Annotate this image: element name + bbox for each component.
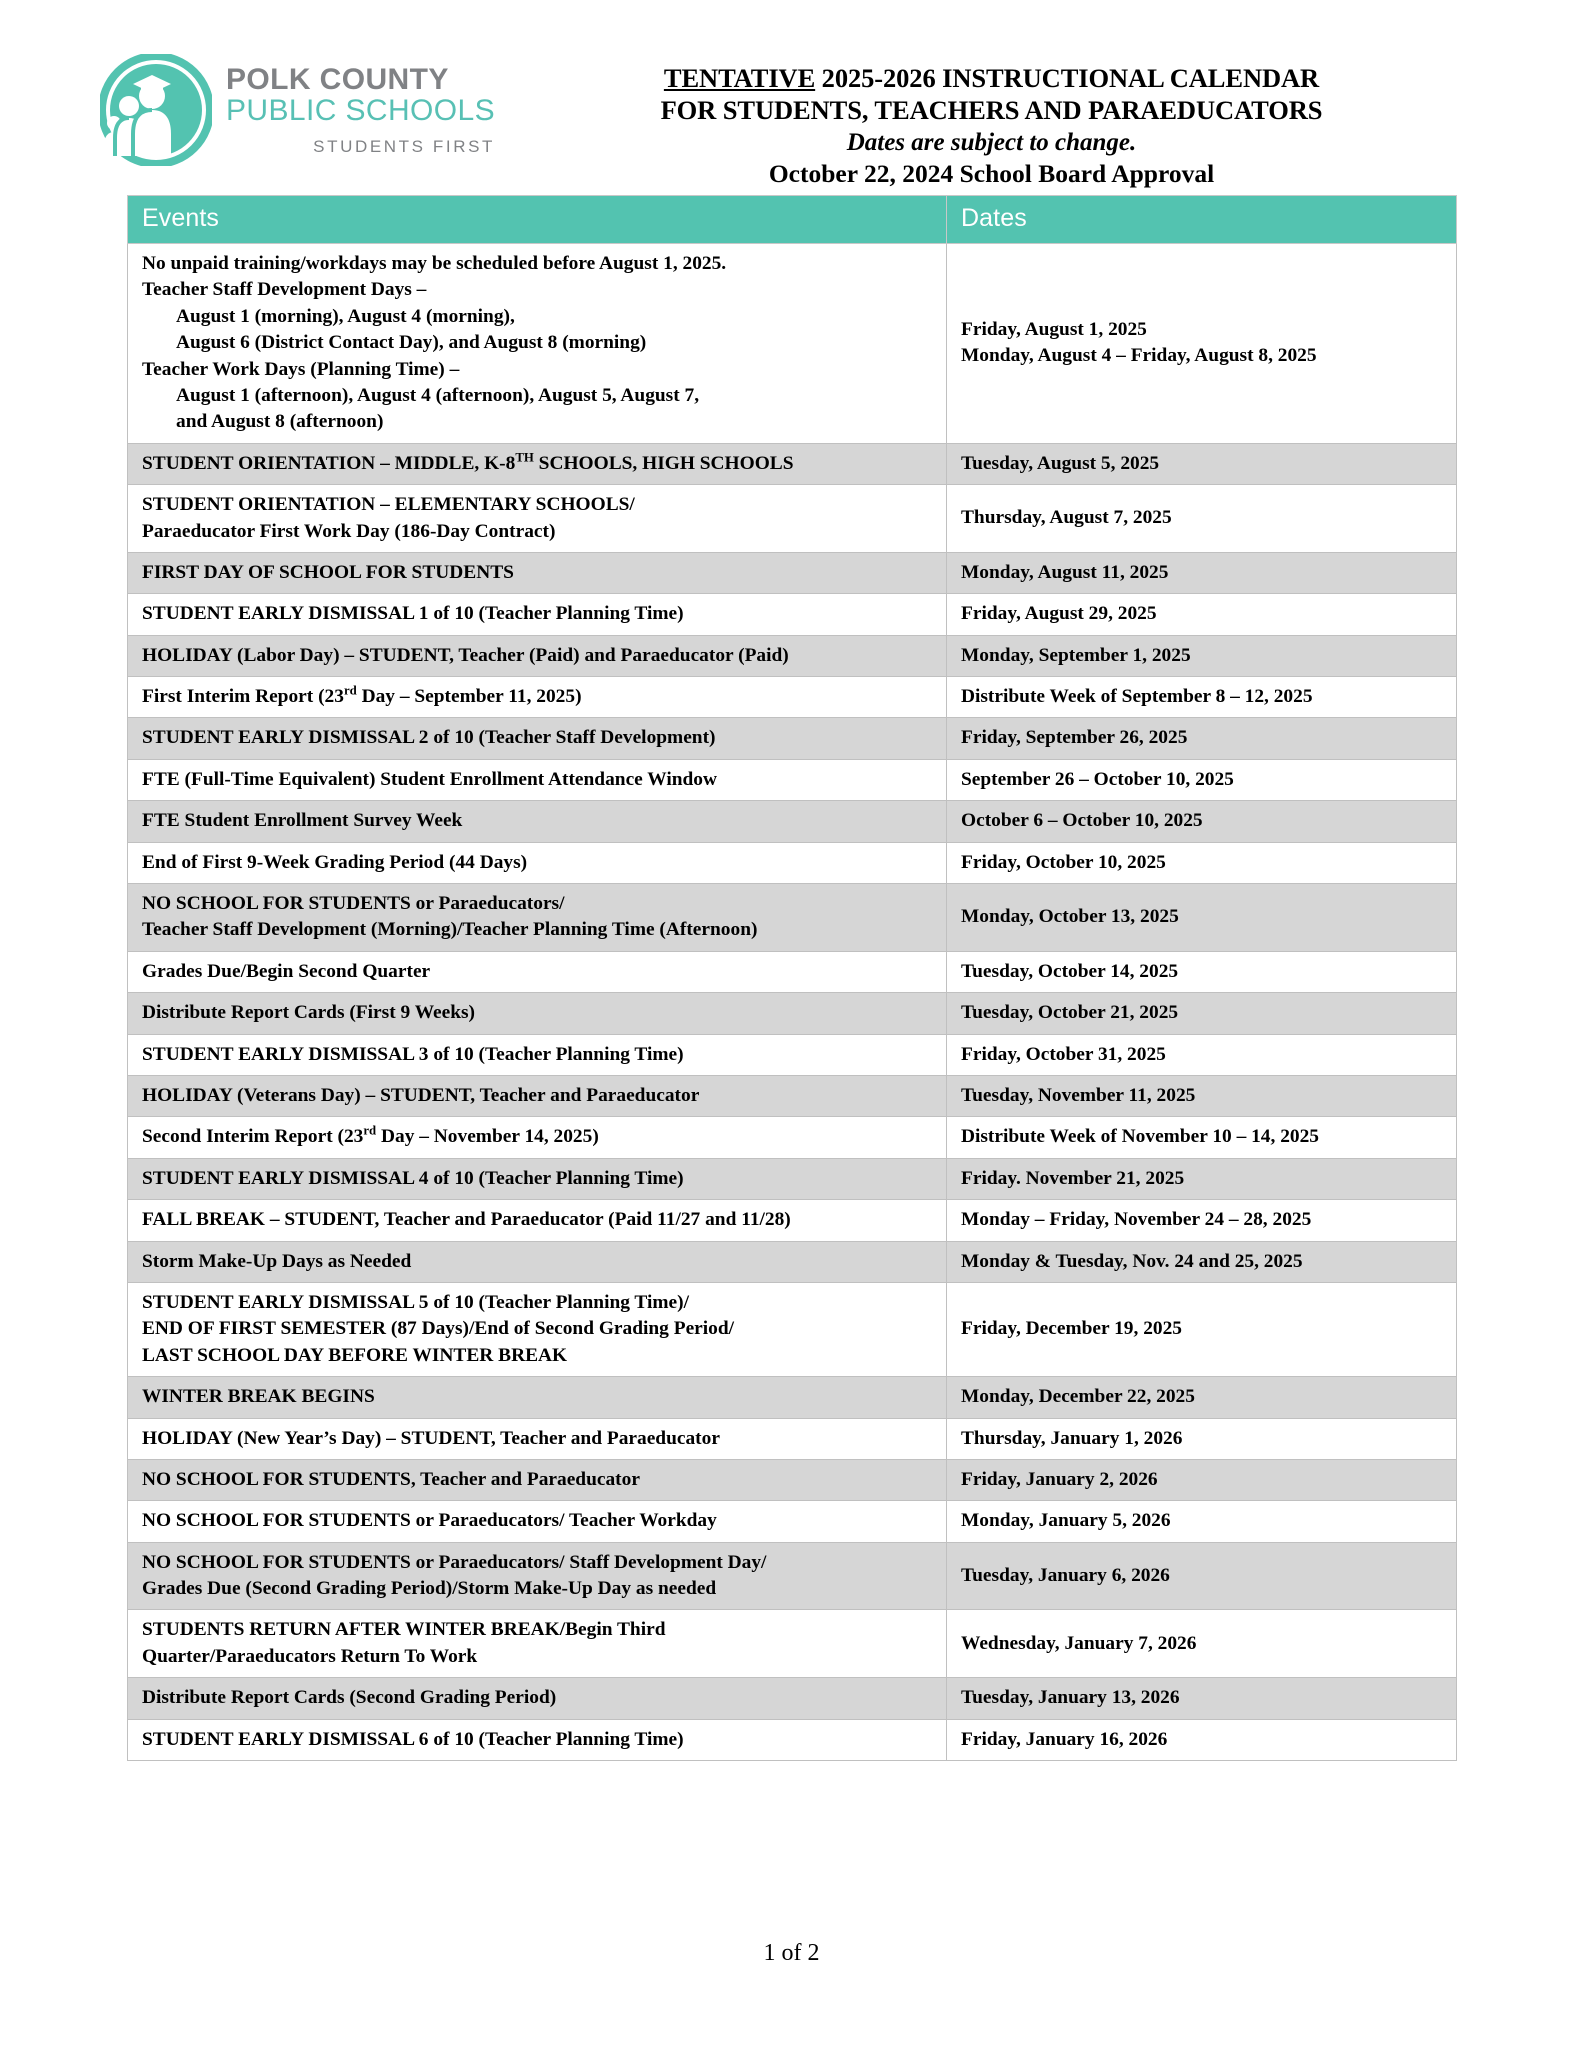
event-text-line: End of First 9-Week Grading Period (44 Days) bbox=[142, 851, 528, 873]
event-text-line: Grades Due/Begin Second Quarter bbox=[142, 960, 431, 982]
event-text-line: FTE (Full-Time Equivalent) Student Enrollment Attendance Window bbox=[142, 768, 717, 790]
date-text-line: Monday, January 5, 2026 bbox=[961, 1510, 1171, 1532]
table-row bbox=[128, 485, 1457, 553]
event-text-line: Grades Due (Second Grading Period)/Storm Make-Up Day as needed bbox=[142, 1578, 717, 1600]
table-row bbox=[128, 951, 1457, 992]
event-text-line: NO SCHOOL FOR STUDENTS or Paraeducators/ bbox=[142, 893, 565, 915]
document-header bbox=[0, 0, 1583, 195]
cell-date bbox=[947, 1200, 1457, 1241]
title-tentative-underlined: TENTATIVE bbox=[663, 63, 816, 93]
date-text-line: Distribute Week of November 10 – 14, 2025 bbox=[961, 1126, 1319, 1148]
cell-date bbox=[947, 1678, 1457, 1719]
cell-event bbox=[128, 1678, 947, 1719]
table-row bbox=[128, 1034, 1457, 1075]
date-text-line: Tuesday, August 5, 2025 bbox=[961, 452, 1160, 474]
cell-event bbox=[128, 1075, 947, 1116]
cell-date bbox=[947, 993, 1457, 1034]
cell-event bbox=[128, 993, 947, 1034]
date-text-line: Friday. November 21, 2025 bbox=[961, 1167, 1185, 1189]
cell-event bbox=[128, 1241, 947, 1282]
event-text-line: STUDENTS RETURN AFTER WINTER BREAK/Begin Third bbox=[142, 1619, 666, 1641]
table-row bbox=[128, 635, 1457, 676]
cell-date bbox=[947, 1610, 1457, 1678]
date-text-line: Friday, October 31, 2025 bbox=[961, 1043, 1166, 1065]
date-text-line: Distribute Week of September 8 – 12, 2025 bbox=[961, 686, 1313, 708]
table-row bbox=[128, 1377, 1457, 1418]
cell-event bbox=[128, 1158, 947, 1199]
table-row bbox=[128, 594, 1457, 635]
event-text-line: No unpaid training/workdays may be scheduled before August 1, 2025. bbox=[142, 253, 727, 274]
cell-date bbox=[947, 1501, 1457, 1542]
cell-event: First Interim Report (23rd Day – September 11, 2025) bbox=[128, 677, 947, 718]
date-text-line: Wednesday, January 7, 2026 bbox=[961, 1632, 1197, 1654]
table-row bbox=[128, 244, 1457, 444]
event-text-line: STUDENT EARLY DISMISSAL 1 of 10 (Teacher Planning Time) bbox=[142, 603, 684, 625]
page-number: 1 of 2 bbox=[763, 1940, 820, 1966]
date-text-line: Tuesday, November 11, 2025 bbox=[961, 1084, 1196, 1106]
table-row bbox=[128, 842, 1457, 883]
date-text-line: Friday, January 2, 2026 bbox=[961, 1468, 1158, 1490]
date-text-line: Monday – Friday, November 24 – 28, 2025 bbox=[961, 1209, 1312, 1231]
cell-event bbox=[128, 1034, 947, 1075]
event-text-line: HOLIDAY (Labor Day) – STUDENT, Teacher (Paid) and Paraeducator (Paid) bbox=[142, 644, 789, 666]
event-text-line: WINTER BREAK BEGINS bbox=[142, 1386, 375, 1408]
cell-date bbox=[947, 1158, 1457, 1199]
event-text-line: STUDENT EARLY DISMISSAL 3 of 10 (Teacher Planning Time) bbox=[142, 1043, 684, 1065]
table-row bbox=[128, 443, 1457, 484]
page-title-line-3: Dates are subject to change. bbox=[846, 128, 1137, 156]
event-text-line: and August 8 (afternoon) bbox=[176, 411, 384, 433]
cell-date bbox=[947, 485, 1457, 553]
date-text-line: Monday, December 22, 2025 bbox=[961, 1386, 1195, 1408]
table-row bbox=[128, 1678, 1457, 1719]
cell-event bbox=[128, 1501, 947, 1542]
table-row bbox=[128, 1459, 1457, 1500]
event-text-line: STUDENT EARLY DISMISSAL 2 of 10 (Teacher Staff Development) bbox=[142, 727, 716, 749]
table-row bbox=[128, 759, 1457, 800]
cell-date bbox=[947, 244, 1457, 444]
event-text-line: END OF FIRST SEMESTER (87 Days)/End of Second Grading Period/ bbox=[142, 1318, 735, 1340]
document-title-block bbox=[510, 48, 1483, 190]
cell-date bbox=[947, 635, 1457, 676]
table-row bbox=[128, 552, 1457, 593]
cell-event: Second Interim Report (23rd Day – November 14, 2025) bbox=[128, 1117, 947, 1158]
cell-event bbox=[128, 759, 947, 800]
table-row bbox=[128, 884, 1457, 952]
date-text-line: Friday, December 19, 2025 bbox=[961, 1318, 1182, 1340]
event-text-line: Quarter/Paraeducators Return To Work bbox=[142, 1645, 478, 1667]
cell-date bbox=[947, 1241, 1457, 1282]
date-text-line: Friday, January 16, 2026 bbox=[961, 1728, 1168, 1750]
cell-event bbox=[128, 552, 947, 593]
cell-event bbox=[128, 718, 947, 759]
cell-event bbox=[128, 801, 947, 842]
cell-date bbox=[947, 1542, 1457, 1610]
date-text-line: Tuesday, October 21, 2025 bbox=[961, 1002, 1179, 1024]
table-row bbox=[128, 1117, 1457, 1158]
page-title-line-2: FOR STUDENTS, TEACHERS AND PARAEDUCATORS bbox=[660, 95, 1323, 126]
logo-line-2: PUBLIC SCHOOLS bbox=[226, 94, 496, 127]
date-text-line: Thursday, January 1, 2026 bbox=[961, 1427, 1183, 1449]
cell-date bbox=[947, 884, 1457, 952]
table-row bbox=[128, 1200, 1457, 1241]
column-header-dates: Dates bbox=[947, 196, 1457, 244]
table-row bbox=[128, 1719, 1457, 1760]
table-row bbox=[128, 1501, 1457, 1542]
cell-date bbox=[947, 801, 1457, 842]
cell-date bbox=[947, 1075, 1457, 1116]
table-row bbox=[128, 1282, 1457, 1376]
table-row bbox=[128, 1418, 1457, 1459]
event-text-line: LAST SCHOOL DAY BEFORE WINTER BREAK bbox=[142, 1344, 568, 1366]
date-text-line: Friday, October 10, 2025 bbox=[961, 851, 1166, 873]
event-text-line: Paraeducator First Work Day (186-Day Contract) bbox=[142, 520, 556, 542]
cell-date bbox=[947, 1377, 1457, 1418]
table-body bbox=[128, 244, 1457, 1761]
cell-date bbox=[947, 1034, 1457, 1075]
table-row bbox=[128, 993, 1457, 1034]
date-text-line: Tuesday, January 6, 2026 bbox=[961, 1564, 1170, 1586]
event-text-line: August 1 (morning), August 4 (morning), bbox=[176, 305, 515, 327]
event-text-line: August 6 (District Contact Day), and August 8 (morning) bbox=[176, 332, 647, 354]
date-text-line: October 6 – October 10, 2025 bbox=[961, 810, 1203, 832]
event-text-line: Storm Make-Up Days as Needed bbox=[142, 1250, 412, 1272]
cell-date bbox=[947, 1418, 1457, 1459]
event-text-line: NO SCHOOL FOR STUDENTS or Paraeducators/ Teacher Workday bbox=[142, 1510, 717, 1532]
event-text-line: Teacher Work Days (Planning Time) – bbox=[142, 358, 460, 380]
cell-event: STUDENT ORIENTATION – MIDDLE, K-8TH SCHOOLS, HIGH SCHOOLS bbox=[128, 443, 947, 484]
calendar-table-wrapper bbox=[0, 195, 1583, 1761]
date-text-line: Tuesday, October 14, 2025 bbox=[961, 960, 1179, 982]
event-text-line: FALL BREAK – STUDENT, Teacher and Paraeducator (Paid 11/27 and 11/28) bbox=[142, 1209, 791, 1231]
table-row bbox=[128, 1542, 1457, 1610]
date-text-line: Thursday, August 7, 2025 bbox=[961, 507, 1172, 529]
page-title-line-1 bbox=[510, 62, 1473, 94]
event-text-line: Teacher Staff Development (Morning)/Teacher Planning Time (Afternoon) bbox=[142, 919, 758, 941]
instructional-calendar-table bbox=[127, 195, 1457, 1761]
date-text-line: Friday, September 26, 2025 bbox=[961, 727, 1188, 749]
cell-date bbox=[947, 552, 1457, 593]
event-text-line: STUDENT EARLY DISMISSAL 5 of 10 (Teacher Planning Time)/ bbox=[142, 1291, 690, 1313]
date-text-line: Tuesday, January 13, 2026 bbox=[961, 1687, 1180, 1709]
logo-wordmark bbox=[226, 65, 495, 155]
cell-event bbox=[128, 485, 947, 553]
event-text-line: FTE Student Enrollment Survey Week bbox=[142, 810, 463, 832]
event-text-line: August 1 (afternoon), August 4 (afternoon), August 5, August 7, bbox=[176, 384, 700, 406]
table-row bbox=[128, 677, 1457, 718]
date-text-line: Friday, August 29, 2025 bbox=[961, 603, 1157, 625]
cell-date bbox=[947, 842, 1457, 883]
cell-event bbox=[128, 1459, 947, 1500]
cell-event bbox=[128, 1610, 947, 1678]
date-text-line: Monday, October 13, 2025 bbox=[961, 906, 1179, 928]
table-row bbox=[128, 718, 1457, 759]
date-text-line: Friday, August 1, 2025 bbox=[961, 318, 1147, 340]
event-text-line: HOLIDAY (Veterans Day) – STUDENT, Teacher and Paraeducator bbox=[142, 1084, 700, 1106]
cell-event bbox=[128, 884, 947, 952]
date-text-line: Monday, August 11, 2025 bbox=[961, 561, 1169, 583]
page-title-line-4: October 22, 2024 School Board Approval bbox=[768, 158, 1215, 188]
event-text-line: Teacher Staff Development Days – bbox=[142, 279, 427, 301]
logo-tagline: STUDENTS FIRST bbox=[313, 137, 496, 156]
event-text-line: FIRST DAY OF SCHOOL FOR STUDENTS bbox=[142, 561, 514, 583]
event-text-line: Distribute Report Cards (Second Grading Period) bbox=[142, 1687, 557, 1709]
cell-date bbox=[947, 1282, 1457, 1376]
cell-event bbox=[128, 842, 947, 883]
table-row bbox=[128, 1241, 1457, 1282]
cell-date bbox=[947, 1459, 1457, 1500]
event-text-line: STUDENT EARLY DISMISSAL 6 of 10 (Teacher Planning Time) bbox=[142, 1728, 684, 1750]
cell-date bbox=[947, 718, 1457, 759]
event-text-line: STUDENT EARLY DISMISSAL 4 of 10 (Teacher Planning Time) bbox=[142, 1167, 684, 1189]
table-header-row bbox=[128, 196, 1457, 244]
cell-event bbox=[128, 1200, 947, 1241]
page-footer bbox=[0, 1940, 1583, 1967]
table-row bbox=[128, 1075, 1457, 1116]
cell-event bbox=[128, 244, 947, 444]
date-text-line: Monday, August 4 – Friday, August 8, 2025 bbox=[961, 345, 1317, 367]
date-text-line: Monday, September 1, 2025 bbox=[961, 644, 1191, 666]
event-text-line: NO SCHOOL FOR STUDENTS or Paraeducators/ Staff Development Day/ bbox=[142, 1551, 767, 1573]
cell-event bbox=[128, 1719, 947, 1760]
table-row bbox=[128, 1158, 1457, 1199]
event-text-line: NO SCHOOL FOR STUDENTS, Teacher and Paraeducator bbox=[142, 1468, 640, 1490]
cell-date bbox=[947, 677, 1457, 718]
event-text-line: HOLIDAY (New Year’s Day) – STUDENT, Teacher and Paraeducator bbox=[142, 1427, 720, 1449]
logo-line-1: POLK COUNTY bbox=[226, 63, 449, 96]
title-rest: 2025-2026 INSTRUCTIONAL CALENDAR bbox=[815, 63, 1320, 93]
event-text-line: Distribute Report Cards (First 9 Weeks) bbox=[142, 1002, 476, 1024]
cell-event bbox=[128, 1377, 947, 1418]
cell-event bbox=[128, 1418, 947, 1459]
polk-county-emblem-icon bbox=[100, 54, 212, 166]
cell-date bbox=[947, 443, 1457, 484]
cell-event bbox=[128, 1282, 947, 1376]
date-text-line: Monday & Tuesday, Nov. 24 and 25, 2025 bbox=[961, 1250, 1303, 1272]
cell-date bbox=[947, 759, 1457, 800]
cell-event bbox=[128, 951, 947, 992]
cell-event bbox=[128, 635, 947, 676]
district-logo bbox=[100, 48, 510, 166]
cell-date bbox=[947, 1719, 1457, 1760]
event-text-line: STUDENT ORIENTATION – ELEMENTARY SCHOOLS/ bbox=[142, 494, 635, 516]
cell-date bbox=[947, 594, 1457, 635]
cell-event bbox=[128, 594, 947, 635]
cell-date bbox=[947, 1117, 1457, 1158]
cell-date bbox=[947, 951, 1457, 992]
table-row bbox=[128, 801, 1457, 842]
column-header-events: Events bbox=[128, 196, 947, 244]
table-row bbox=[128, 1610, 1457, 1678]
cell-event bbox=[128, 1542, 947, 1610]
date-text-line: September 26 – October 10, 2025 bbox=[961, 768, 1234, 790]
